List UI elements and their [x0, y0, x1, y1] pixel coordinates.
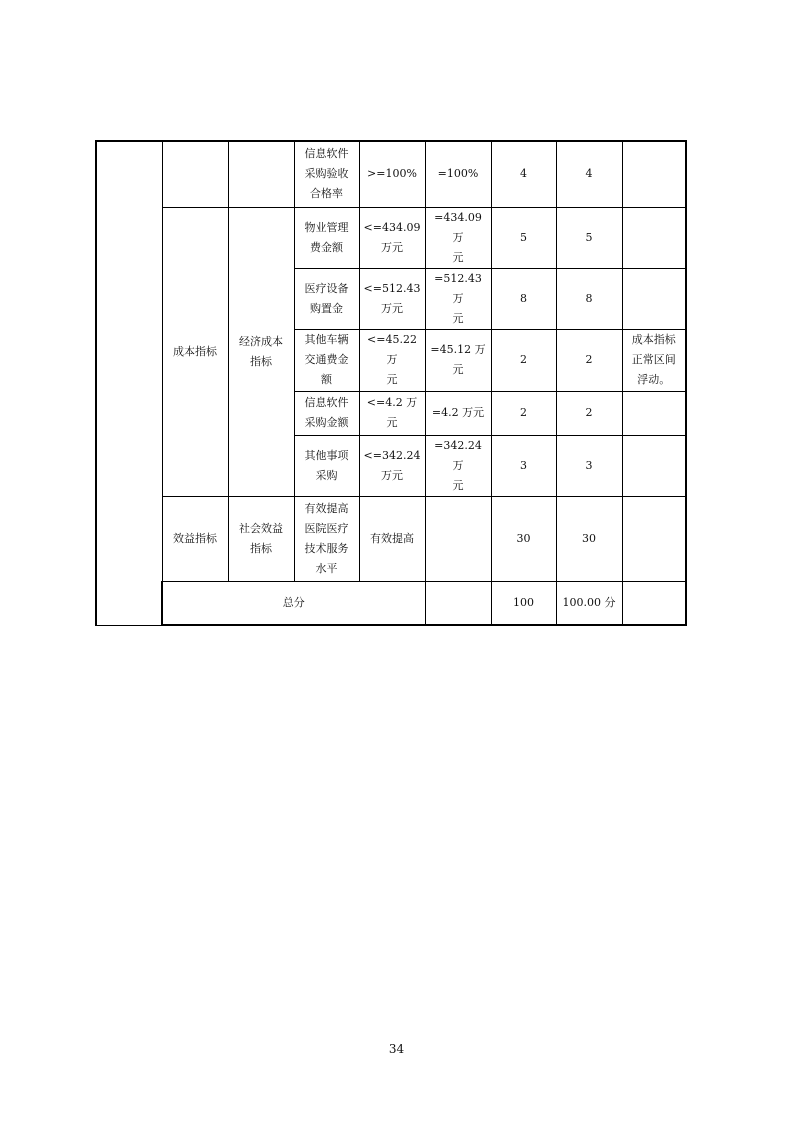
- score-cell: 3: [556, 435, 622, 496]
- actual-value-cell: =4.2 万元: [425, 391, 491, 435]
- weight-cell: 5: [491, 207, 556, 268]
- weight-cell: 2: [491, 329, 556, 391]
- table-row: [96, 141, 686, 207]
- actual-value-cell: =512.43 万 元: [425, 268, 491, 329]
- target-value-cell: <=4.2 万元: [359, 391, 425, 435]
- third-level-indicator-cell: 社会效益 指标: [228, 496, 294, 581]
- indicator-name-cell: 其他车辆 交通费金 额: [294, 329, 359, 391]
- target-value-cell: <=45.22 万 元: [359, 329, 425, 391]
- indicator-name-cell: 信息软件 采购验收 合格率: [294, 141, 359, 207]
- remark-cell: [622, 141, 686, 207]
- target-value-cell: <=512.43 万元: [359, 268, 425, 329]
- weight-cell: 4: [491, 141, 556, 207]
- total-score-cell: 100.00 分: [556, 581, 622, 625]
- remark-cell: [622, 391, 686, 435]
- weight-cell: 30: [491, 496, 556, 581]
- score-cell: 2: [556, 391, 622, 435]
- weight-cell: 2: [491, 391, 556, 435]
- target-value-cell: 有效提高: [359, 496, 425, 581]
- performance-table: [95, 140, 687, 626]
- remark-cell: [622, 207, 686, 268]
- total-actual-cell: [425, 581, 491, 625]
- table-row: [96, 496, 686, 581]
- score-cell: 8: [556, 268, 622, 329]
- first-level-indicator-cell: [96, 141, 162, 625]
- target-value-cell: <=342.24 万元: [359, 435, 425, 496]
- third-level-indicator-cell: [228, 141, 294, 207]
- weight-cell: 8: [491, 268, 556, 329]
- score-cell: 5: [556, 207, 622, 268]
- remark-cell: [622, 496, 686, 581]
- third-level-indicator-cell: 经济成本 指标: [228, 207, 294, 496]
- page-number: 34: [388, 1042, 405, 1056]
- actual-value-cell: =100%: [425, 141, 491, 207]
- score-cell: 2: [556, 329, 622, 391]
- indicator-name-cell: 信息软件 采购金额: [294, 391, 359, 435]
- remark-cell: 成本指标 正常区间 浮动。: [622, 329, 686, 391]
- indicator-name-cell: 医疗设备 购置金: [294, 268, 359, 329]
- indicator-name-cell: 物业管理 费金额: [294, 207, 359, 268]
- target-value-cell: >=100%: [359, 141, 425, 207]
- indicator-name-cell: 有效提高 医院医疗 技术服务 水平: [294, 496, 359, 581]
- score-cell: 4: [556, 141, 622, 207]
- indicator-name-cell: 其他事项 采购: [294, 435, 359, 496]
- weight-cell: 3: [491, 435, 556, 496]
- total-label-cell: 总分: [162, 581, 425, 625]
- actual-value-cell: [425, 496, 491, 581]
- score-cell: 30: [556, 496, 622, 581]
- actual-value-cell: =434.09 万 元: [425, 207, 491, 268]
- total-remark-cell: [622, 581, 686, 625]
- second-level-indicator-cell: [162, 141, 228, 207]
- remark-cell: [622, 435, 686, 496]
- second-level-indicator-cell: 成本指标: [162, 207, 228, 496]
- second-level-indicator-cell: 效益指标: [162, 496, 228, 581]
- actual-value-cell: =342.24 万 元: [425, 435, 491, 496]
- remark-cell: [622, 268, 686, 329]
- target-value-cell: <=434.09 万元: [359, 207, 425, 268]
- actual-value-cell: =45.12 万 元: [425, 329, 491, 391]
- table-row: [96, 207, 686, 268]
- total-weight-cell: 100: [491, 581, 556, 625]
- total-row: [96, 581, 686, 625]
